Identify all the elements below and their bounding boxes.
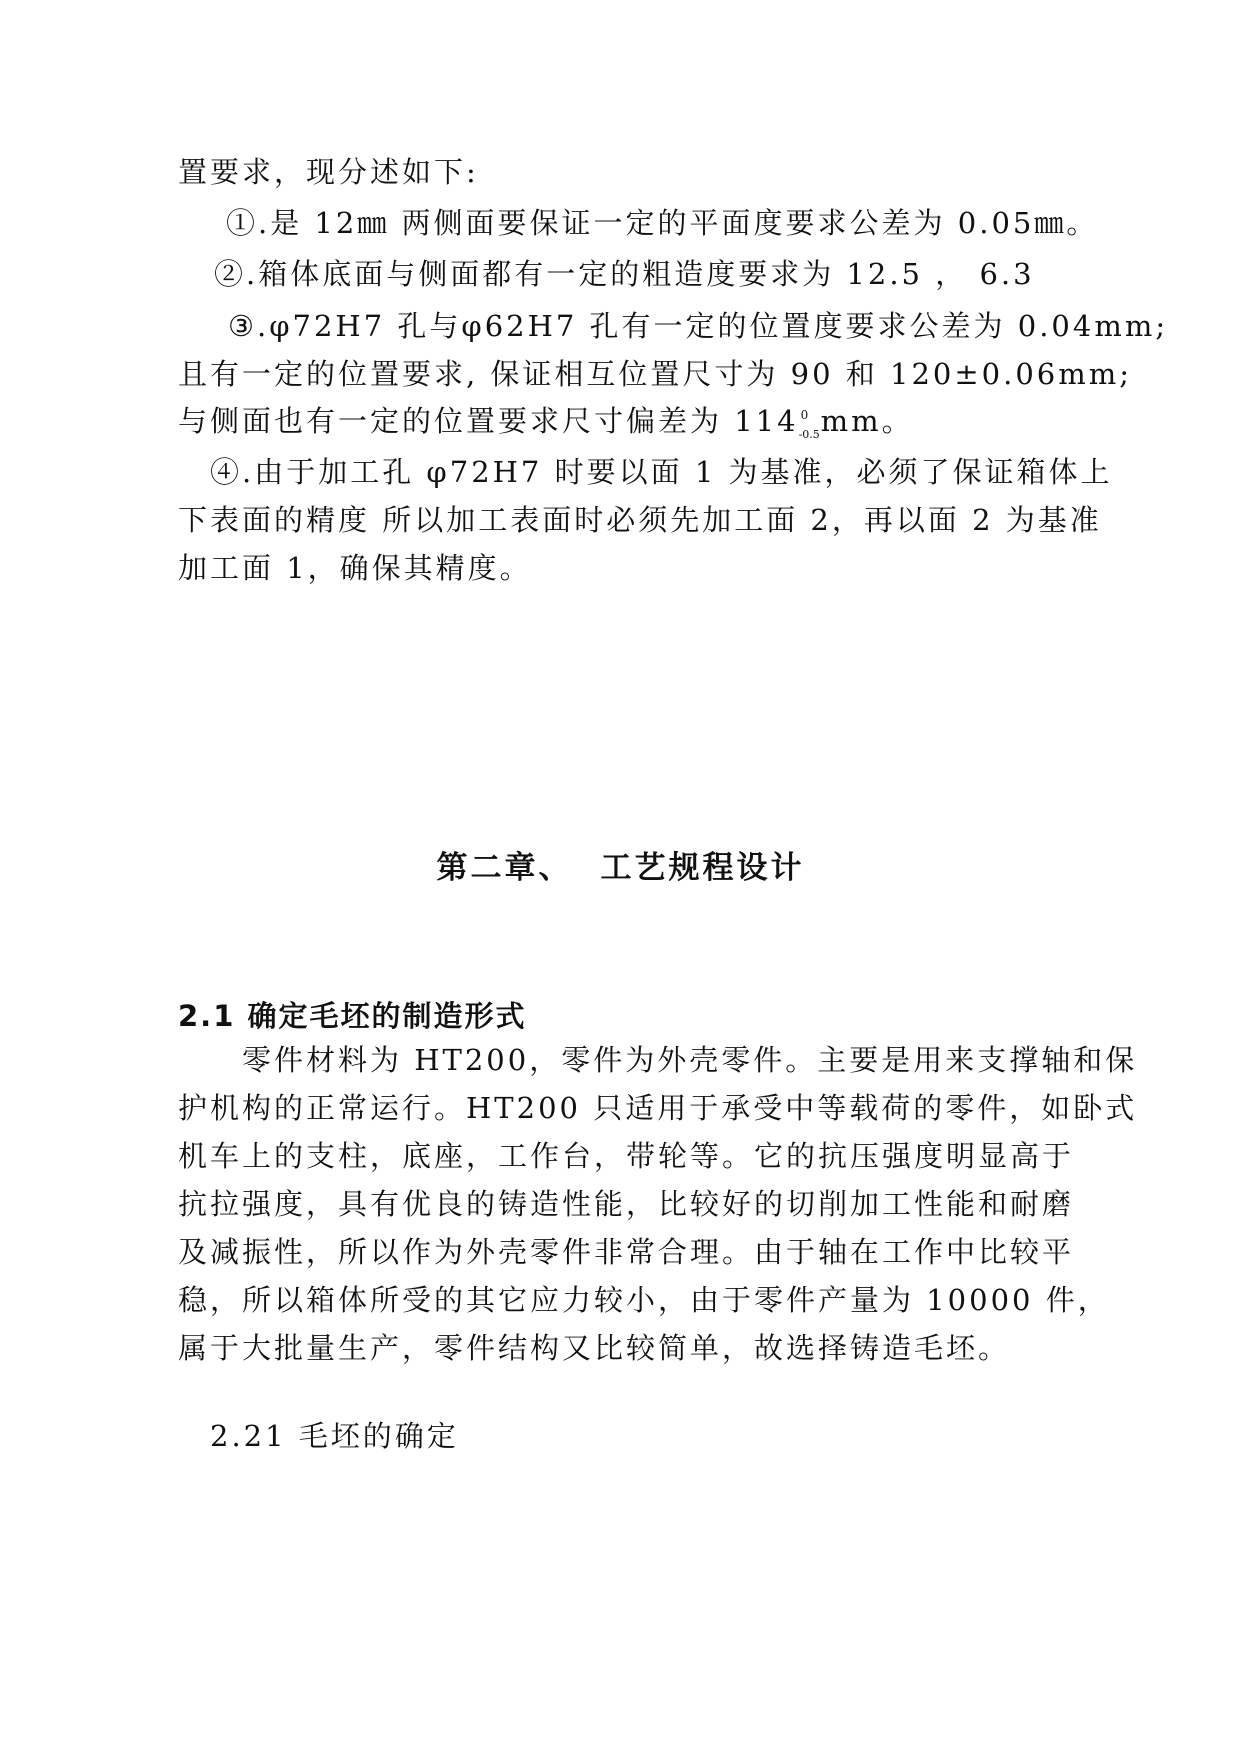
item-3-line-1: ③.φ72H7 孔与φ62H7 孔有一定的位置度要求公差为 0.04mm; (228, 309, 1169, 343)
tolerance-stack (798, 401, 821, 441)
section-2-1-line: 零件材料为 HT200，零件为外壳零件。主要是用来支撑轴和保 (242, 1043, 1138, 1077)
section-heading-2-1: 2.1 确定毛坯的制造形式 (178, 999, 527, 1033)
section-2-1-line: 护机构的正常运行。HT200 只适用于承受中等载荷的零件，如卧式 (178, 1091, 1138, 1125)
section-2-1-line: 机车上的支柱，底座，工作台，带轮等。它的抗压强度明显高于 (178, 1139, 1075, 1173)
chapter-heading (0, 842, 1241, 887)
chapter-title: 工艺规程设计 (600, 850, 805, 886)
item-2-roughness: ②.箱体底面与侧面都有一定的粗造度要求为 12.5 ， 6.3 (214, 257, 1035, 291)
section-2-1-line: 稳，所以箱体所受的其它应力较小，由于零件产量为 10000 件， (178, 1283, 1110, 1317)
section-2-1-line: 及减振性，所以作为外壳零件非常合理。由于轴在工作中比较平 (178, 1235, 1075, 1269)
item-1-flatness: ①.是 12㎜ 两侧面要保证一定的平面度要求公差为 0.05㎜。 (226, 206, 1099, 240)
item-4-line-2: 下表面的精度 所以加工表面时必须先加工面 2，再以面 2 为基准 (178, 503, 1102, 537)
section-2-1-line: 属于大批量生产，零件结构又比较简单，故选择铸造毛坯。 (178, 1331, 1011, 1365)
item-4-line-3: 加工面 1，确保其精度。 (178, 551, 532, 585)
tolerance-upper: 0 (800, 408, 809, 422)
item-3-line-3-suffix: mm。 (820, 404, 914, 438)
tolerance-lower: -0.5 (798, 428, 820, 441)
subsection-heading-2-21: 2.21 毛坯的确定 (210, 1419, 459, 1453)
item-3-line-3-prefix: 与侧面也有一定的位置要求尺寸偏差为 114 (178, 404, 799, 438)
chapter-number: 第二章、 (436, 850, 573, 886)
item-4-line-1: ④.由于加工孔 φ72H7 时要以面 1 为基准，必须了保证箱体上 (210, 455, 1113, 489)
section-2-1-line: 抗拉强度，具有优良的铸造性能，比较好的切削加工性能和耐磨 (178, 1187, 1075, 1221)
item-3-line-2: 且有一定的位置要求, 保证相互位置尺寸为 90 和 120±0.06mm; (178, 357, 1132, 391)
item-3-line-3 (178, 401, 914, 441)
intro-line: 置要求，现分述如下: (178, 155, 479, 189)
